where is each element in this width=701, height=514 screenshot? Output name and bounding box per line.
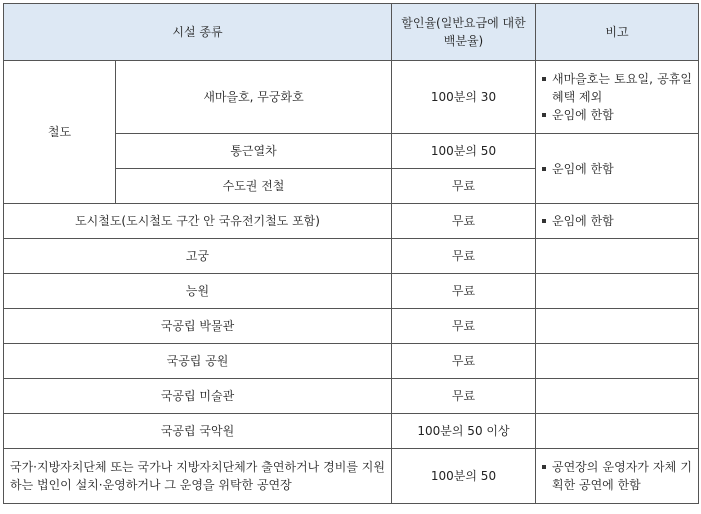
remarks-cell: [536, 414, 699, 449]
discount-table: [3, 3, 699, 504]
remarks-cell: [536, 274, 699, 309]
table-row: [4, 379, 699, 414]
remarks-cell: [536, 134, 699, 204]
remarks-list: [540, 70, 692, 124]
discount-rate-cell: 무료: [392, 274, 536, 309]
remarks-item: 운임에 한함: [540, 106, 692, 124]
table-row: [4, 274, 699, 309]
discount-rate-cell: 무료: [392, 239, 536, 274]
table-row: [4, 239, 699, 274]
facility-name-cell: 수도권 전철: [116, 169, 392, 204]
remarks-cell: [536, 204, 699, 239]
remarks-cell: [536, 344, 699, 379]
discount-rate-cell: 무료: [392, 169, 536, 204]
facility-name-cell: 도시철도(도시철도 구간 안 국유전기철도 포함): [4, 204, 392, 239]
remarks-cell: [536, 239, 699, 274]
discount-rate-cell: 무료: [392, 309, 536, 344]
remarks-cell: [536, 379, 699, 414]
facility-name-cell: 국공립 미술관: [4, 379, 392, 414]
remarks-cell: [536, 61, 699, 134]
header-row: [4, 4, 699, 61]
remarks-cell: [536, 309, 699, 344]
facility-name-cell: 고궁: [4, 239, 392, 274]
facility-name-cell: 국가·지방자치단체 또는 국가나 지방자치단체가 출연하거나 경비를 지원하는 법인이 설치·운영하거나 그 운영을 위탁한 공연장: [4, 449, 392, 504]
discount-rate-cell: 무료: [392, 204, 536, 239]
remarks-list: [540, 458, 692, 494]
discount-rate-cell: 무료: [392, 379, 536, 414]
rail-category-cell: 철도: [4, 61, 116, 204]
remarks-item: 새마을호는 토요일, 공휴일 혜택 제외: [540, 70, 692, 106]
table-row: [4, 309, 699, 344]
table-row: [4, 204, 699, 239]
table-row: [4, 344, 699, 379]
remarks-list: [540, 160, 692, 178]
discount-rate-cell: 100분의 50 이상: [392, 414, 536, 449]
table-row: [4, 61, 699, 134]
facility-name-cell: 국공립 공원: [4, 344, 392, 379]
header-discount-rate: 할인율(일반요금에 대한 백분율): [392, 4, 536, 61]
remarks-item: 운임에 한함: [540, 160, 692, 178]
remarks-list: [540, 212, 692, 230]
facility-name-cell: 국공립 국악원: [4, 414, 392, 449]
header-facility-type: 시설 종류: [4, 4, 392, 61]
discount-rate-cell: 100분의 50: [392, 449, 536, 504]
facility-name-cell: 새마을호, 무궁화호: [116, 61, 392, 134]
facility-name-cell: 통근열차: [116, 134, 392, 169]
remarks-item: 운임에 한함: [540, 212, 692, 230]
remarks-cell: [536, 449, 699, 504]
remarks-item: 공연장의 운영자가 자체 기획한 공연에 한함: [540, 458, 692, 494]
facility-name-cell: 능원: [4, 274, 392, 309]
discount-rate-cell: 100분의 50: [392, 134, 536, 169]
table-row: [4, 414, 699, 449]
discount-rate-cell: 100분의 30: [392, 61, 536, 134]
header-remarks: 비고: [536, 4, 699, 61]
table-row: [4, 449, 699, 504]
facility-name-cell: 국공립 박물관: [4, 309, 392, 344]
discount-rate-cell: 무료: [392, 344, 536, 379]
